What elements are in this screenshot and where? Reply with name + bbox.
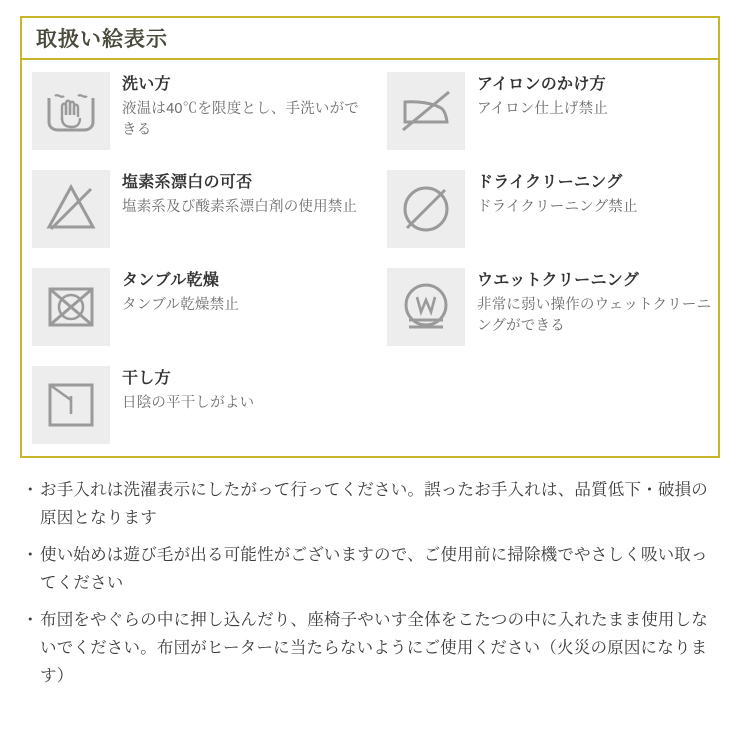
tumble-dry-prohibited-icon: [32, 268, 110, 346]
care-item-text: [122, 268, 239, 316]
care-item-description: タンブル乾燥禁止: [122, 296, 240, 313]
care-item-label: 塩素系漂白の可否: [122, 174, 253, 191]
care-item-description: ドライクリーニング禁止: [477, 198, 638, 215]
note-text: お手入れは洗濯表示にしたがって行ってください。誤ったお手入れは、品質低下・破損の原因となります: [40, 481, 708, 528]
note-text: 使い始めは遊び毛が出る可能性がございますので、ご使用前に掃除機でやさしく吸い取ってください: [40, 545, 708, 593]
care-item-wet-cleaning: [387, 268, 712, 346]
bullet-marker: ・: [22, 481, 39, 499]
care-item-description: 日陰の平干しがよい: [122, 394, 255, 411]
care-item-label: ドライクリーニング: [477, 174, 623, 191]
care-item-drying: [32, 366, 387, 444]
care-item-label: タンブル乾燥: [122, 272, 220, 289]
page-title: 取扱い絵表示: [36, 28, 168, 51]
note-item: [22, 476, 722, 533]
care-item-label: 洗い方: [122, 76, 171, 93]
care-item-dry-cleaning: [387, 170, 712, 248]
care-label-section: [20, 16, 720, 458]
care-item-label: ウエットクリーニング: [477, 272, 640, 289]
dry-flat-in-shade-icon: [32, 366, 110, 444]
bullet-marker: ・: [22, 545, 39, 564]
care-item-description: 塩素系及び酸素系漂白剤の使用禁止: [122, 198, 358, 215]
care-item-text: [122, 72, 362, 141]
care-item-text: [477, 170, 638, 218]
care-symbol-grid: [22, 60, 718, 456]
care-item-text: [477, 72, 608, 120]
notes-list: [22, 476, 722, 699]
care-label-title-bar: [22, 18, 718, 60]
wet-cleaning-very-mild-icon: [387, 268, 465, 346]
care-item-bleaching: [32, 170, 387, 248]
chlorine-bleach-prohibited-icon: [32, 170, 110, 248]
care-item-label: アイロンのかけ方: [477, 76, 606, 93]
care-item-tumble-dry: [32, 268, 387, 346]
note-item: [22, 606, 722, 691]
care-item-text: [122, 170, 357, 218]
care-item-description: 非常に弱い操作のウェットクリーニングができる: [477, 296, 712, 334]
care-item-text: [122, 366, 254, 414]
care-item-description: 液温は40℃を限度とし、手洗いができる: [122, 100, 360, 138]
care-item-text: [477, 268, 712, 337]
care-item-label: 干し方: [122, 370, 171, 387]
care-item-ironing: [387, 72, 712, 150]
bullet-marker: ・: [22, 610, 39, 629]
care-item-hand-wash: [32, 72, 387, 150]
dry-cleaning-prohibited-icon: [387, 170, 465, 248]
iron-prohibited-icon: [387, 72, 465, 150]
note-text: 布団をやぐらの中に押し込んだり、座椅子やいす全体をこたつの中に入れたまま使用しないでください。布団がヒーターに当たらないようにご使用ください（火災の原因になります）: [40, 610, 708, 686]
hand-wash-icon: [32, 72, 110, 150]
note-item: [22, 541, 722, 598]
care-item-description: アイロン仕上げ禁止: [477, 100, 608, 117]
